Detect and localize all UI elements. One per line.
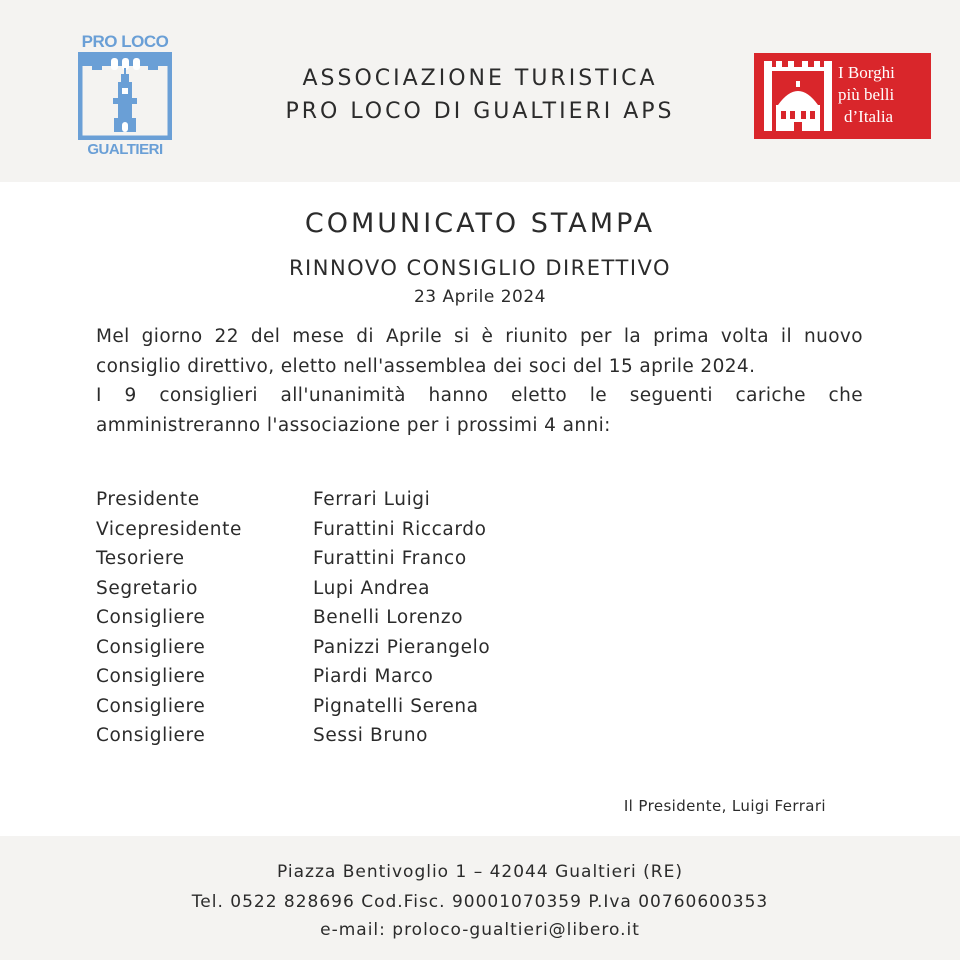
member-name: Pignatelli Serena [313, 695, 479, 717]
castle-icon [764, 61, 832, 133]
list-item [96, 696, 596, 726]
pro-loco-logo [78, 32, 172, 158]
body-line: amministreranno l'associazione per i prossimi 4 anni: [96, 414, 611, 436]
association-line-2: PRO LOCO DI GUALTIERI APS [285, 99, 675, 124]
body-line: consiglio direttivo, eletto nell'assemblea dei soci del 15 aprile 2024. [96, 355, 756, 377]
signature: Il Presidente, Luigi Ferrari [623, 797, 826, 815]
borghi-logo [754, 53, 931, 139]
association-line-1: ASSOCIAZIONE TURISTICA [302, 66, 658, 91]
roles-list [96, 489, 596, 755]
list-item [96, 637, 596, 667]
list-item [96, 607, 596, 637]
logo-top-text: PRO LOCO [81, 32, 169, 51]
role-title: Consigliere [96, 636, 206, 658]
member-name: Piardi Marco [313, 666, 434, 687]
header [0, 0, 960, 182]
role-title: Vicepresidente [96, 518, 242, 540]
role-title: Segretario [96, 577, 199, 599]
member-name: Panizzi Pierangelo [313, 636, 491, 658]
association-name [230, 62, 730, 128]
list-item [96, 489, 596, 519]
member-name: Ferrari Luigi [313, 489, 431, 510]
role-title: Tesoriere [96, 548, 185, 569]
body-line: I 9 consiglieri all'unanimità hanno eletto le seguenti cariche che [96, 385, 863, 406]
list-item [96, 725, 596, 755]
role-title: Consigliere [96, 725, 206, 746]
document-date: 23 Aprile 2024 [413, 287, 547, 307]
member-name: Sessi Bruno [313, 725, 429, 746]
member-name: Benelli Lorenzo [313, 607, 464, 628]
member-name: Lupi Andrea [313, 577, 431, 599]
list-item [96, 666, 596, 696]
body-paragraph [96, 322, 863, 440]
document-title: COMUNICATO STAMPA [304, 208, 656, 239]
role-title: Consigliere [96, 695, 206, 717]
footer [0, 836, 960, 960]
body-line: Mel giorno 22 del mese di Aprile si è riunito per la prima volta il nuovo [96, 326, 863, 347]
member-name: Furattini Franco [313, 548, 467, 569]
footer-address: Piazza Bentivoglio 1 – 42044 Gualtieri (RE) [277, 862, 683, 882]
borghi-line-2: più belli [838, 85, 895, 104]
role-title: Consigliere [96, 607, 206, 628]
logo-bottom-text: GUALTIERI [87, 141, 163, 158]
footer-email[interactable]: e-mail: proloco-gualtieri@libero.it [320, 920, 640, 940]
list-item [96, 578, 596, 608]
document-subtitle: RINNOVO CONSIGLIO DIRETTIVO [288, 256, 672, 280]
list-item [96, 548, 596, 578]
tower-icon [78, 52, 172, 140]
member-name: Furattini Riccardo [313, 518, 487, 540]
list-item [96, 519, 596, 549]
borghi-line-1: I Borghi [838, 63, 895, 82]
borghi-line-3: d’Italia [844, 107, 894, 126]
role-title: Consigliere [96, 666, 206, 687]
role-title: Presidente [96, 489, 200, 510]
footer-contacts: Tel. 0522 828696 Cod.Fisc. 90001070359 P.Iva 00760600353 [191, 892, 769, 912]
borghi-text [838, 62, 928, 128]
